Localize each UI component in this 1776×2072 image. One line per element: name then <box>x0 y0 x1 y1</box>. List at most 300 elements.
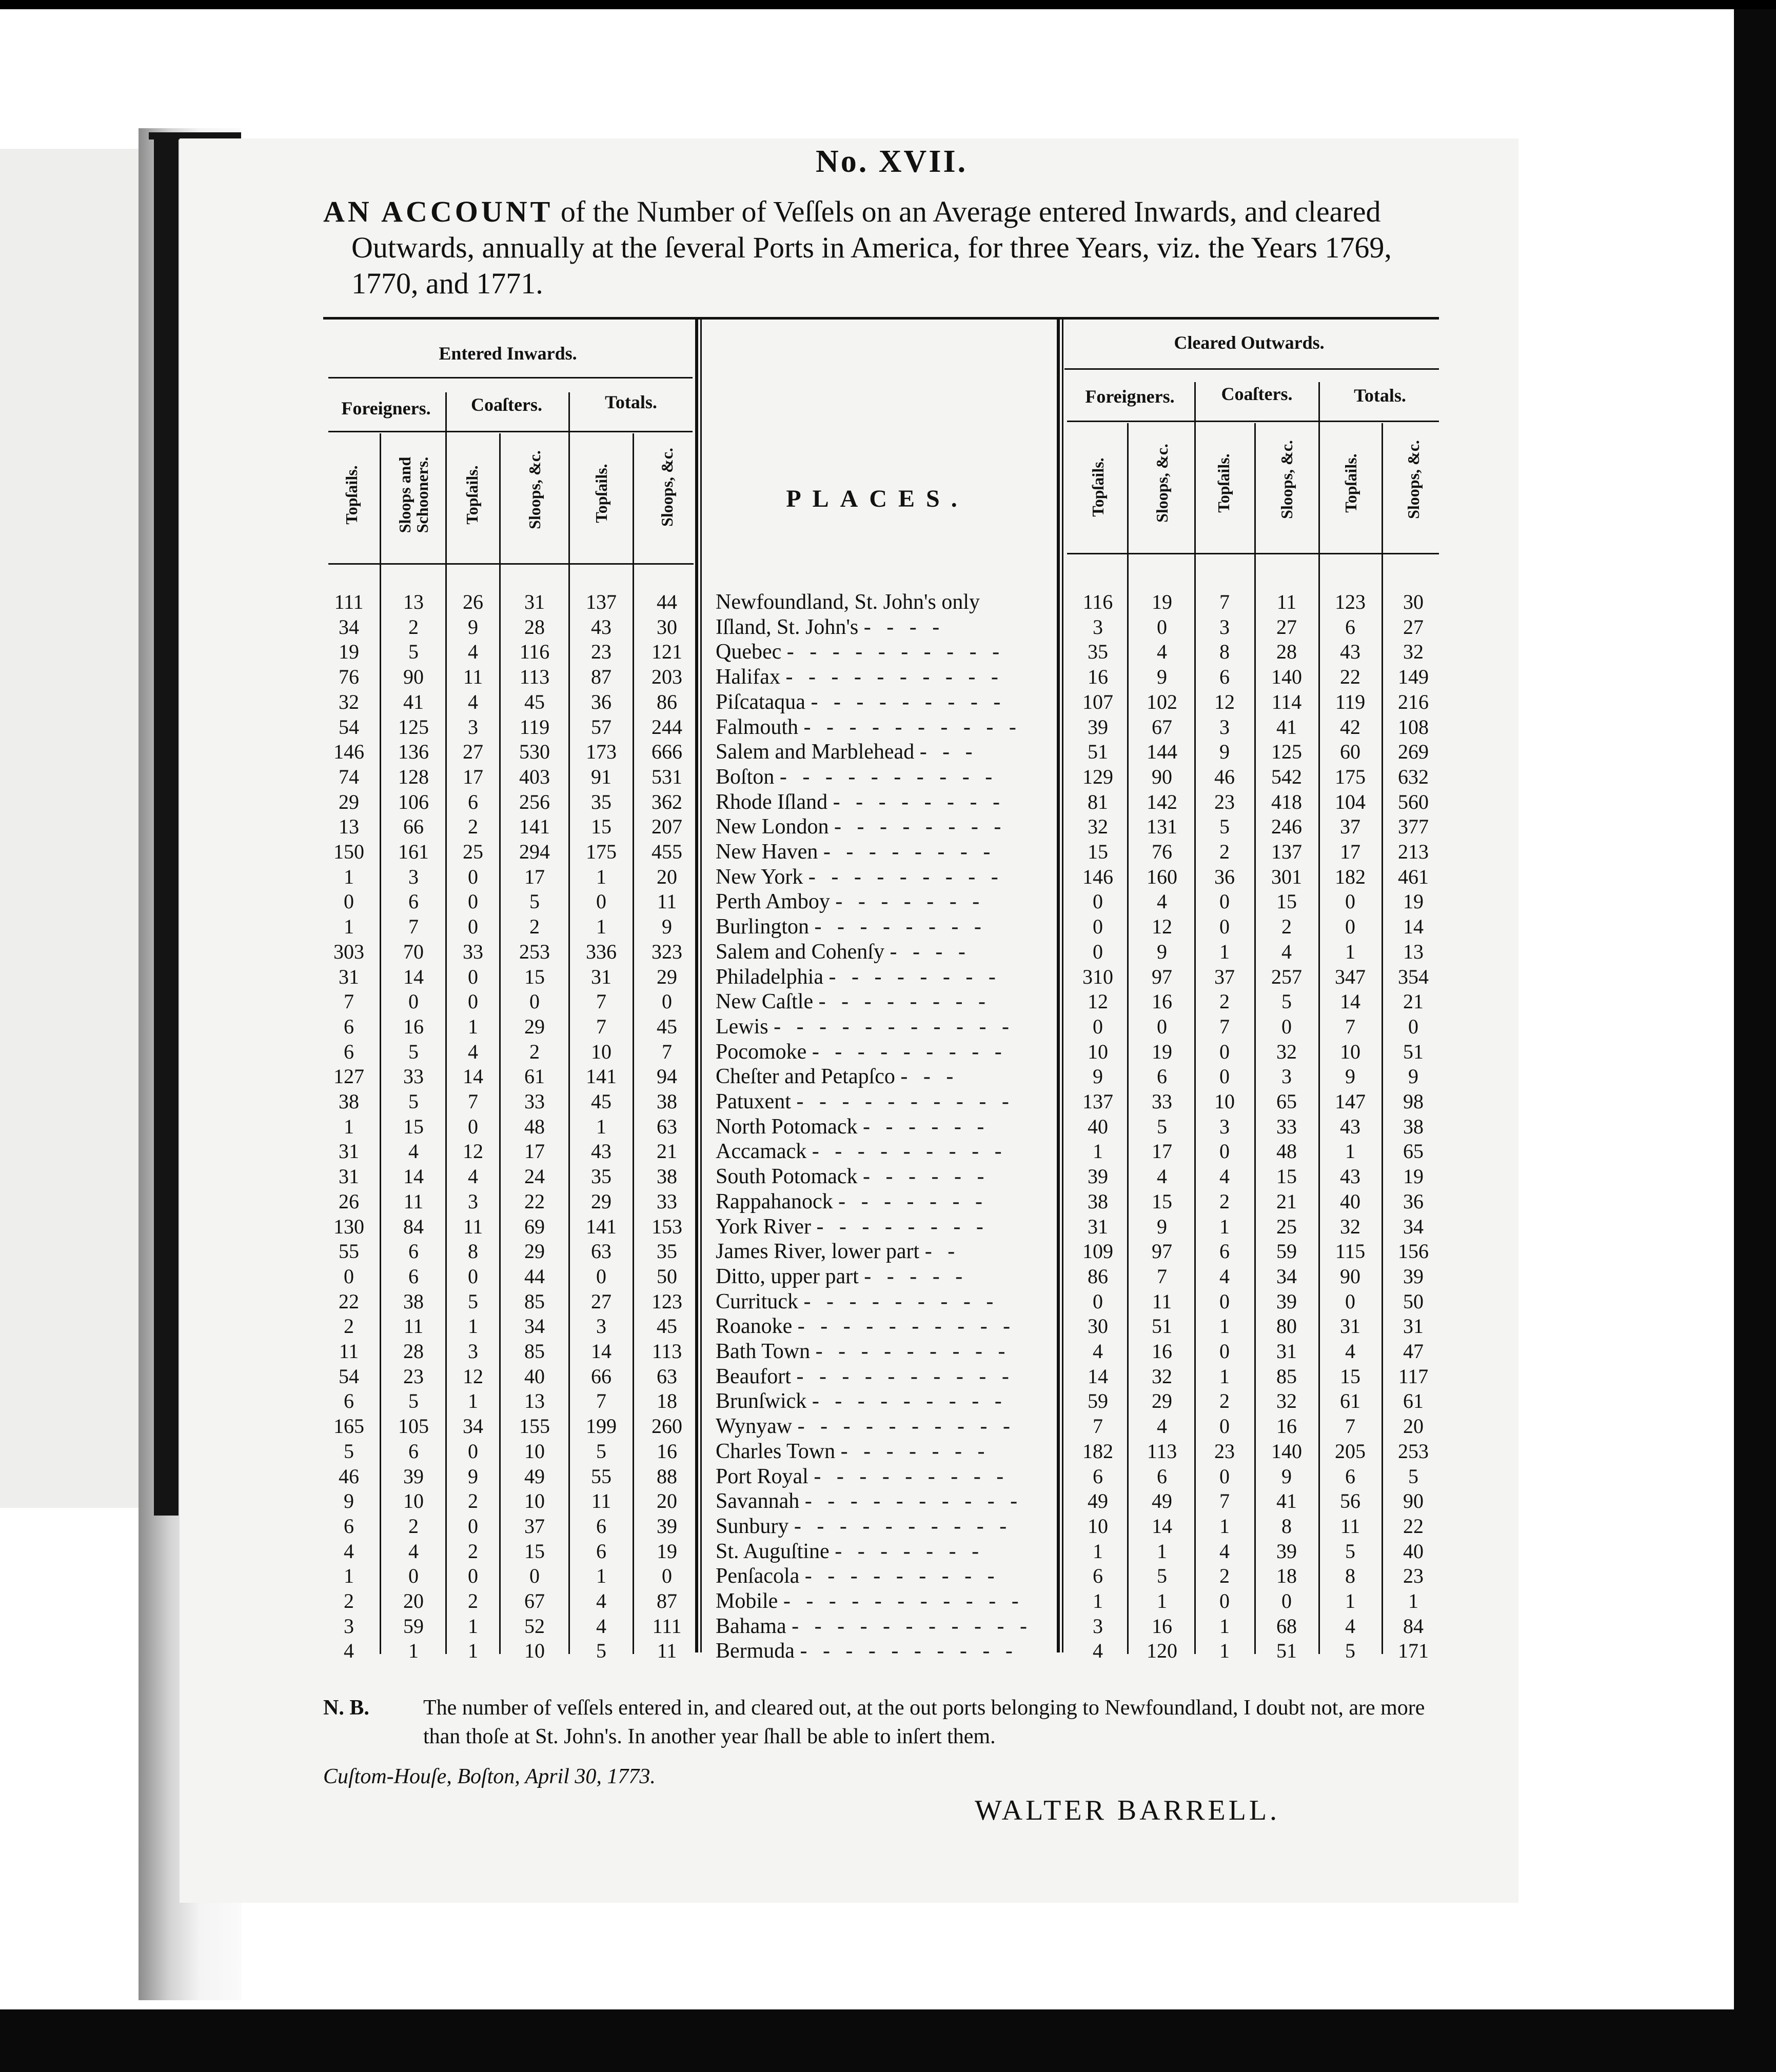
table-cell: 310 <box>1082 965 1113 988</box>
table-cell: 16 <box>1152 990 1172 1013</box>
table-cell: 1 <box>1093 1140 1103 1163</box>
table-cell: 9 <box>1157 1214 1167 1238</box>
table-cell: 9 <box>344 1489 354 1513</box>
place-label: Sunbury <box>716 1514 789 1538</box>
table-cell: 11 <box>1152 1289 1172 1313</box>
table-cell: 17 <box>1152 1140 1172 1163</box>
table-cell: 74 <box>339 765 359 788</box>
table-cell: 32 <box>1276 1040 1297 1063</box>
place-name <box>716 1264 1054 1289</box>
leader-dots: - - - - - - - - <box>828 965 1001 989</box>
table-cell: 23 <box>1403 1564 1424 1588</box>
place-name <box>716 1589 1054 1613</box>
table-cell: 36 <box>591 690 611 713</box>
table-cell: 1 <box>1157 1589 1167 1612</box>
table-cell: 160 <box>1147 865 1177 888</box>
table-cell: 6 <box>1345 615 1355 639</box>
place-name <box>716 1114 1054 1139</box>
table-cell: 38 <box>1403 1114 1424 1138</box>
place-label: Accamack <box>716 1140 807 1164</box>
table-cell: 0 <box>468 915 478 939</box>
table-cell: 44 <box>657 590 677 613</box>
place-name <box>716 1314 1054 1339</box>
place-name <box>716 840 1054 864</box>
table-cell: 3 <box>1093 1614 1103 1638</box>
table-cell: 32 <box>1088 815 1108 839</box>
table-cell: 27 <box>463 740 483 764</box>
table-cell: 39 <box>1088 715 1108 739</box>
table-cell: 8 <box>1219 640 1230 664</box>
table-cell: 119 <box>519 715 550 739</box>
table-cell: 666 <box>652 740 682 764</box>
place-label: Falmouth <box>716 715 799 739</box>
table-cell: 6 <box>408 1439 419 1463</box>
table-cell: 87 <box>657 1589 677 1612</box>
table-cell: 0 <box>1219 1414 1230 1438</box>
table-cell: 29 <box>524 1240 545 1263</box>
place-label: New Haven <box>716 840 818 864</box>
table-cell: 5 <box>1345 1639 1355 1663</box>
table-cell: 1 <box>344 1564 354 1588</box>
table-cell: 1 <box>1093 1589 1103 1612</box>
table-cell: 14 <box>403 965 424 988</box>
leader-dots: - - - - - - - <box>838 1189 988 1213</box>
table-cell: 85 <box>1276 1364 1297 1388</box>
leader-dots: - - - - - - - - - - <box>803 715 1021 739</box>
table-cell: 40 <box>524 1364 545 1388</box>
table-cell: 6 <box>1219 1240 1230 1263</box>
in-totals-heading: Totals. <box>605 392 657 412</box>
table-cell: 43 <box>1340 640 1360 664</box>
table-cell: 4 <box>1219 1165 1230 1188</box>
table-cell: 1 <box>596 865 606 888</box>
table-cell: 105 <box>398 1414 429 1438</box>
place-name <box>716 1239 1054 1264</box>
table-cell: 1 <box>1219 1514 1230 1538</box>
table-cell: 32 <box>1340 1214 1360 1238</box>
table-cell: 22 <box>339 1289 359 1313</box>
table-cell: 10 <box>1088 1040 1108 1063</box>
place-label: Currituck <box>716 1289 798 1313</box>
place-label: Salem and Marblehead <box>716 740 915 764</box>
table-cell: 39 <box>403 1464 424 1488</box>
table-cell: 165 <box>333 1414 364 1438</box>
table-cell: 59 <box>1088 1389 1108 1413</box>
leader-dots: - - - - - - - <box>835 1539 984 1563</box>
table-cell: 45 <box>657 1314 677 1338</box>
in-foreigners-topsails-header: Topſails. <box>342 465 361 525</box>
table-cell: 12 <box>1152 915 1172 939</box>
table-cell: 90 <box>1403 1489 1424 1513</box>
table-cell: 161 <box>398 840 429 863</box>
table-cell: 4 <box>1345 1614 1355 1638</box>
table-cell: 1 <box>596 915 606 939</box>
table-cell: 114 <box>1271 690 1302 713</box>
table-cell: 5 <box>408 640 419 664</box>
table-cell: 22 <box>1403 1514 1424 1538</box>
table-cell: 17 <box>1340 840 1360 863</box>
table-cell: 156 <box>1398 1240 1429 1263</box>
table-cell: 31 <box>591 965 611 988</box>
table-cell: 35 <box>657 1240 677 1263</box>
table-cell: 70 <box>403 940 424 963</box>
table-cell: 123 <box>652 1289 682 1313</box>
table-cell: 12 <box>463 1364 483 1388</box>
table-cell: 6 <box>344 1040 354 1063</box>
table-cell: 10 <box>1214 1090 1235 1113</box>
table-cell: 21 <box>1403 990 1424 1013</box>
in-totals-sloops-header: Sloops, &c. <box>658 448 676 527</box>
table-cell: 3 <box>1219 615 1230 639</box>
table-cell: 17 <box>524 1140 545 1163</box>
table-cell: 1 <box>1345 1140 1355 1163</box>
place-label: Quebec <box>716 640 782 664</box>
table-cell: 30 <box>657 615 677 639</box>
table-cell: 12 <box>463 1140 483 1163</box>
table-cell: 44 <box>524 1264 545 1288</box>
table-cell: 362 <box>652 790 682 813</box>
place-name <box>716 1614 1054 1639</box>
table-cell: 15 <box>403 1114 424 1138</box>
table-cell: 32 <box>1276 1389 1297 1413</box>
table-cell: 36 <box>1214 865 1235 888</box>
leader-dots: - - - - - - - - <box>833 790 1005 814</box>
table-cell: 5 <box>408 1040 419 1063</box>
leader-dots: - - - - - - - <box>835 890 985 914</box>
table-cell: 4 <box>1093 1340 1103 1363</box>
table-cell: 6 <box>408 1264 419 1288</box>
table-cell: 7 <box>1219 1014 1230 1038</box>
out-foreigners-topsails-header: Topſails. <box>1089 457 1107 517</box>
leader-dots: - - - - <box>863 615 945 639</box>
table-cell: 55 <box>591 1464 611 1488</box>
table-cell: 2 <box>468 1589 478 1612</box>
table-cell: 1 <box>468 1614 478 1638</box>
table-cell: 38 <box>1088 1189 1108 1213</box>
table-cell: 7 <box>596 1389 606 1413</box>
table-cell: 455 <box>652 840 682 863</box>
table-cell: 10 <box>524 1489 545 1513</box>
table-cell: 38 <box>657 1090 677 1113</box>
place-name <box>716 765 1054 789</box>
table-cell: 9 <box>468 615 478 639</box>
table-cell: 140 <box>1271 665 1302 689</box>
table-cell: 40 <box>1403 1539 1424 1563</box>
leader-dots: - - - - - - - - <box>834 815 1007 839</box>
leader-dots: - - - - - - - - - - - <box>792 1614 1032 1638</box>
table-cell: 347 <box>1335 965 1366 988</box>
table-cell: 27 <box>1403 615 1424 639</box>
leader-dots: - - - - - - - - <box>814 915 986 939</box>
table-cell: 6 <box>596 1539 606 1563</box>
table-cell: 19 <box>1403 1165 1424 1188</box>
table-cell: 69 <box>524 1214 545 1238</box>
table-cell: 5 <box>468 1289 478 1313</box>
place-name <box>716 989 1054 1014</box>
table-cell: 16 <box>1276 1414 1297 1438</box>
table-cell: 0 <box>468 1564 478 1588</box>
place-name <box>716 1489 1054 1513</box>
in-coasters-heading: Coaſters. <box>471 394 542 415</box>
table-cell: 1 <box>1219 1214 1230 1238</box>
table-cell: 0 <box>1093 890 1103 913</box>
table-cell: 119 <box>1335 690 1366 713</box>
table-cell: 1 <box>1093 1539 1103 1563</box>
place-label: Charles Town <box>716 1439 836 1463</box>
table-cell: 130 <box>333 1214 364 1238</box>
table-cell: 86 <box>1088 1264 1108 1288</box>
table-cell: 113 <box>519 665 550 689</box>
table-cell: 4 <box>344 1639 354 1663</box>
table-cell: 13 <box>1403 940 1424 963</box>
table-cell: 29 <box>524 1014 545 1038</box>
table-cell: 4 <box>1093 1639 1103 1663</box>
table-cell: 117 <box>1398 1364 1429 1388</box>
table-cell: 37 <box>524 1514 545 1538</box>
table-cell: 49 <box>1152 1489 1172 1513</box>
table-cell: 25 <box>1276 1214 1297 1238</box>
table-cell: 0 <box>1219 1040 1230 1063</box>
table-cell: 216 <box>1398 690 1429 713</box>
places-right-divider-2 <box>1062 319 1063 1652</box>
table-cell: 14 <box>591 1340 611 1363</box>
table-cell: 13 <box>403 590 424 613</box>
table-cell: 51 <box>1088 740 1108 764</box>
leader-dots: - - - - - - - - - - <box>797 1314 1016 1339</box>
table-cell: 1 <box>1219 1614 1230 1638</box>
table-cell: 1 <box>1219 1639 1230 1663</box>
table-cell: 1 <box>596 1564 606 1588</box>
table-cell: 182 <box>1335 865 1366 888</box>
table-cell: 35 <box>1088 640 1108 664</box>
table-cell: 377 <box>1398 815 1429 839</box>
table-cell: 0 <box>1093 1014 1103 1038</box>
table-cell: 38 <box>657 1165 677 1188</box>
table-cell: 25 <box>463 840 483 863</box>
place-label: St. Auguſtine <box>716 1539 830 1563</box>
table-cell: 0 <box>468 1439 478 1463</box>
table-cell: 0 <box>1219 1589 1230 1612</box>
table-cell: 140 <box>1271 1439 1302 1463</box>
table-cell: 0 <box>1157 615 1167 639</box>
table-cell: 113 <box>1147 1439 1177 1463</box>
table-cell: 28 <box>524 615 545 639</box>
place-label: Boſton <box>716 765 775 789</box>
place-name <box>716 1339 1054 1364</box>
table-cell: 31 <box>524 590 545 613</box>
table-cell: 0 <box>1157 1014 1167 1038</box>
table-cell: 85 <box>524 1340 545 1363</box>
table-cell: 0 <box>1345 1289 1355 1313</box>
table-cell: 1 <box>468 1639 478 1663</box>
table-cell: 37 <box>1340 815 1360 839</box>
table-cell: 3 <box>1219 1114 1230 1138</box>
table-cell: 171 <box>1398 1639 1429 1663</box>
entered-group-rule <box>328 377 693 378</box>
place-label: South Potomack <box>716 1165 858 1189</box>
table-cell: 39 <box>1088 1165 1108 1188</box>
out-totals-heading: Totals. <box>1354 385 1406 406</box>
table-cell: 4 <box>344 1539 354 1563</box>
leader-dots: - - - - - - - - - <box>812 1140 1007 1164</box>
table-cell: 11 <box>463 1214 483 1238</box>
table-cell: 3 <box>1093 615 1103 639</box>
place-name <box>716 1289 1054 1314</box>
table-cell: 52 <box>524 1614 545 1638</box>
table-cell: 46 <box>339 1464 359 1488</box>
table-cell: 4 <box>1345 1340 1355 1363</box>
table-cell: 3 <box>468 715 478 739</box>
table-cell: 11 <box>403 1314 424 1338</box>
table-cell: 41 <box>1276 715 1297 739</box>
table-cell: 260 <box>652 1414 682 1438</box>
table-cell: 88 <box>657 1464 677 1488</box>
table-cell: 31 <box>339 1165 359 1188</box>
table-cell: 37 <box>1214 965 1235 988</box>
table-cell: 15 <box>1088 840 1108 863</box>
table-cell: 106 <box>398 790 429 813</box>
table-cell: 403 <box>519 765 550 788</box>
table-cell: 1 <box>1219 940 1230 963</box>
table-cell: 5 <box>1281 990 1292 1013</box>
table-cell: 7 <box>596 1014 606 1038</box>
table-cell: 11 <box>1276 590 1297 613</box>
table-cell: 4 <box>408 1539 419 1563</box>
table-cell: 0 <box>662 1564 672 1588</box>
place-name <box>716 715 1054 740</box>
table-cell: 31 <box>1088 1214 1108 1238</box>
place-label: Bahama <box>716 1614 786 1638</box>
leader-dots: - - - - - - - - - <box>814 1464 1009 1488</box>
table-cell: 0 <box>1093 915 1103 939</box>
table-cell: 2 <box>1219 1564 1230 1588</box>
table-cell: 16 <box>1152 1340 1172 1363</box>
table-cell: 7 <box>1219 590 1230 613</box>
place-name <box>716 965 1054 989</box>
table-cell: 2 <box>529 1040 540 1063</box>
title-line-3: 1770, and 1771. <box>351 267 543 300</box>
table-cell: 7 <box>344 990 354 1013</box>
table-cell: 0 <box>344 1264 354 1288</box>
table-cell: 26 <box>463 590 483 613</box>
table-cell: 5 <box>1157 1564 1167 1588</box>
table-cell: 111 <box>652 1614 682 1638</box>
table-cell: 28 <box>1276 640 1297 664</box>
table-cell: 137 <box>1082 1090 1113 1113</box>
table-cell: 0 <box>1219 1289 1230 1313</box>
table-cell: 116 <box>1082 590 1113 613</box>
table-cell: 22 <box>1340 665 1360 689</box>
table-cell: 7 <box>1219 1489 1230 1513</box>
table-cell: 6 <box>1157 1065 1167 1088</box>
table-top-rule <box>323 317 1439 320</box>
place-name <box>716 1464 1054 1489</box>
place-label: Rappahanock <box>716 1189 833 1213</box>
place-label: Penſacola <box>716 1564 800 1588</box>
table-cell: 137 <box>586 590 617 613</box>
table-cell: 153 <box>652 1214 682 1238</box>
table-cell: 6 <box>344 1014 354 1038</box>
table-cell: 560 <box>1398 790 1429 813</box>
table-cell: 1 <box>596 1114 606 1138</box>
table-cell: 39 <box>1276 1539 1297 1563</box>
table-cell: 109 <box>1082 1240 1113 1263</box>
table-cell: 5 <box>1408 1464 1418 1488</box>
table-cell: 32 <box>1403 640 1424 664</box>
table-cell: 61 <box>1403 1389 1424 1413</box>
place-name <box>716 1564 1054 1588</box>
leader-dots: - - - - - - - - - - <box>800 1639 1018 1663</box>
table-cell: 17 <box>463 765 483 788</box>
table-cell: 26 <box>339 1189 359 1213</box>
out-foreigners-heading: Foreigners. <box>1085 386 1175 407</box>
table-cell: 15 <box>524 1539 545 1563</box>
table-cell: 11 <box>339 1340 359 1363</box>
table-cell: 10 <box>524 1439 545 1463</box>
signature: WALTER BARRELL. <box>975 1795 1280 1826</box>
table-cell: 6 <box>1157 1464 1167 1488</box>
table-cell: 131 <box>1147 815 1177 839</box>
table-cell: 1 <box>468 1389 478 1413</box>
table-cell: 67 <box>1152 715 1172 739</box>
table-cell: 49 <box>524 1464 545 1488</box>
place-name <box>716 640 1054 664</box>
table-cell: 10 <box>1088 1514 1108 1538</box>
table-cell: 127 <box>333 1065 364 1088</box>
place-label: Patuxent <box>716 1090 791 1113</box>
leader-dots: - - - <box>900 1065 959 1089</box>
table-cell: 213 <box>1398 840 1429 863</box>
table-cell: 2 <box>408 615 419 639</box>
table-cell: 418 <box>1271 790 1302 813</box>
table-cell: 31 <box>1340 1314 1360 1338</box>
table-cell: 0 <box>468 1514 478 1538</box>
table-cell: 19 <box>657 1539 677 1563</box>
place-name <box>716 1539 1054 1564</box>
table-cell: 86 <box>657 690 677 713</box>
table-cell: 98 <box>1403 1090 1424 1113</box>
film-top-border <box>0 0 1776 9</box>
table-cell: 128 <box>398 765 429 788</box>
table-cell: 6 <box>408 1240 419 1263</box>
places-heading: PLACES. <box>786 485 969 512</box>
table-cell: 15 <box>1276 1165 1297 1188</box>
in-foreigners-heading: Foreigners. <box>341 398 431 419</box>
place-name <box>716 1389 1054 1413</box>
table-cell: 9 <box>1345 1065 1355 1088</box>
table-cell: 90 <box>1152 765 1172 788</box>
in-coasters-sloops-header: Sloops, &c. <box>525 450 544 529</box>
table-cell: 8 <box>468 1240 478 1263</box>
table-cell: 137 <box>1271 840 1302 863</box>
table-cell: 7 <box>596 990 606 1013</box>
table-cell: 23 <box>591 640 611 664</box>
table-cell: 47 <box>1403 1340 1424 1363</box>
table-cell: 149 <box>1398 665 1429 689</box>
table-cell: 6 <box>1345 1464 1355 1488</box>
table-cell: 2 <box>468 1489 478 1513</box>
table-cell: 57 <box>591 715 611 739</box>
table-cell: 15 <box>591 815 611 839</box>
table-cell: 29 <box>339 790 359 813</box>
table-cell: 2 <box>529 915 540 939</box>
place-label: York River <box>716 1214 811 1239</box>
table-cell: 13 <box>339 815 359 839</box>
place-label: Ditto, upper part <box>716 1264 859 1288</box>
out-coasters-sloops-header: Sloops, &c. <box>1277 440 1296 519</box>
leader-dots: - - - - - - - - - <box>804 1564 1000 1588</box>
table-cell: 33 <box>463 940 483 963</box>
